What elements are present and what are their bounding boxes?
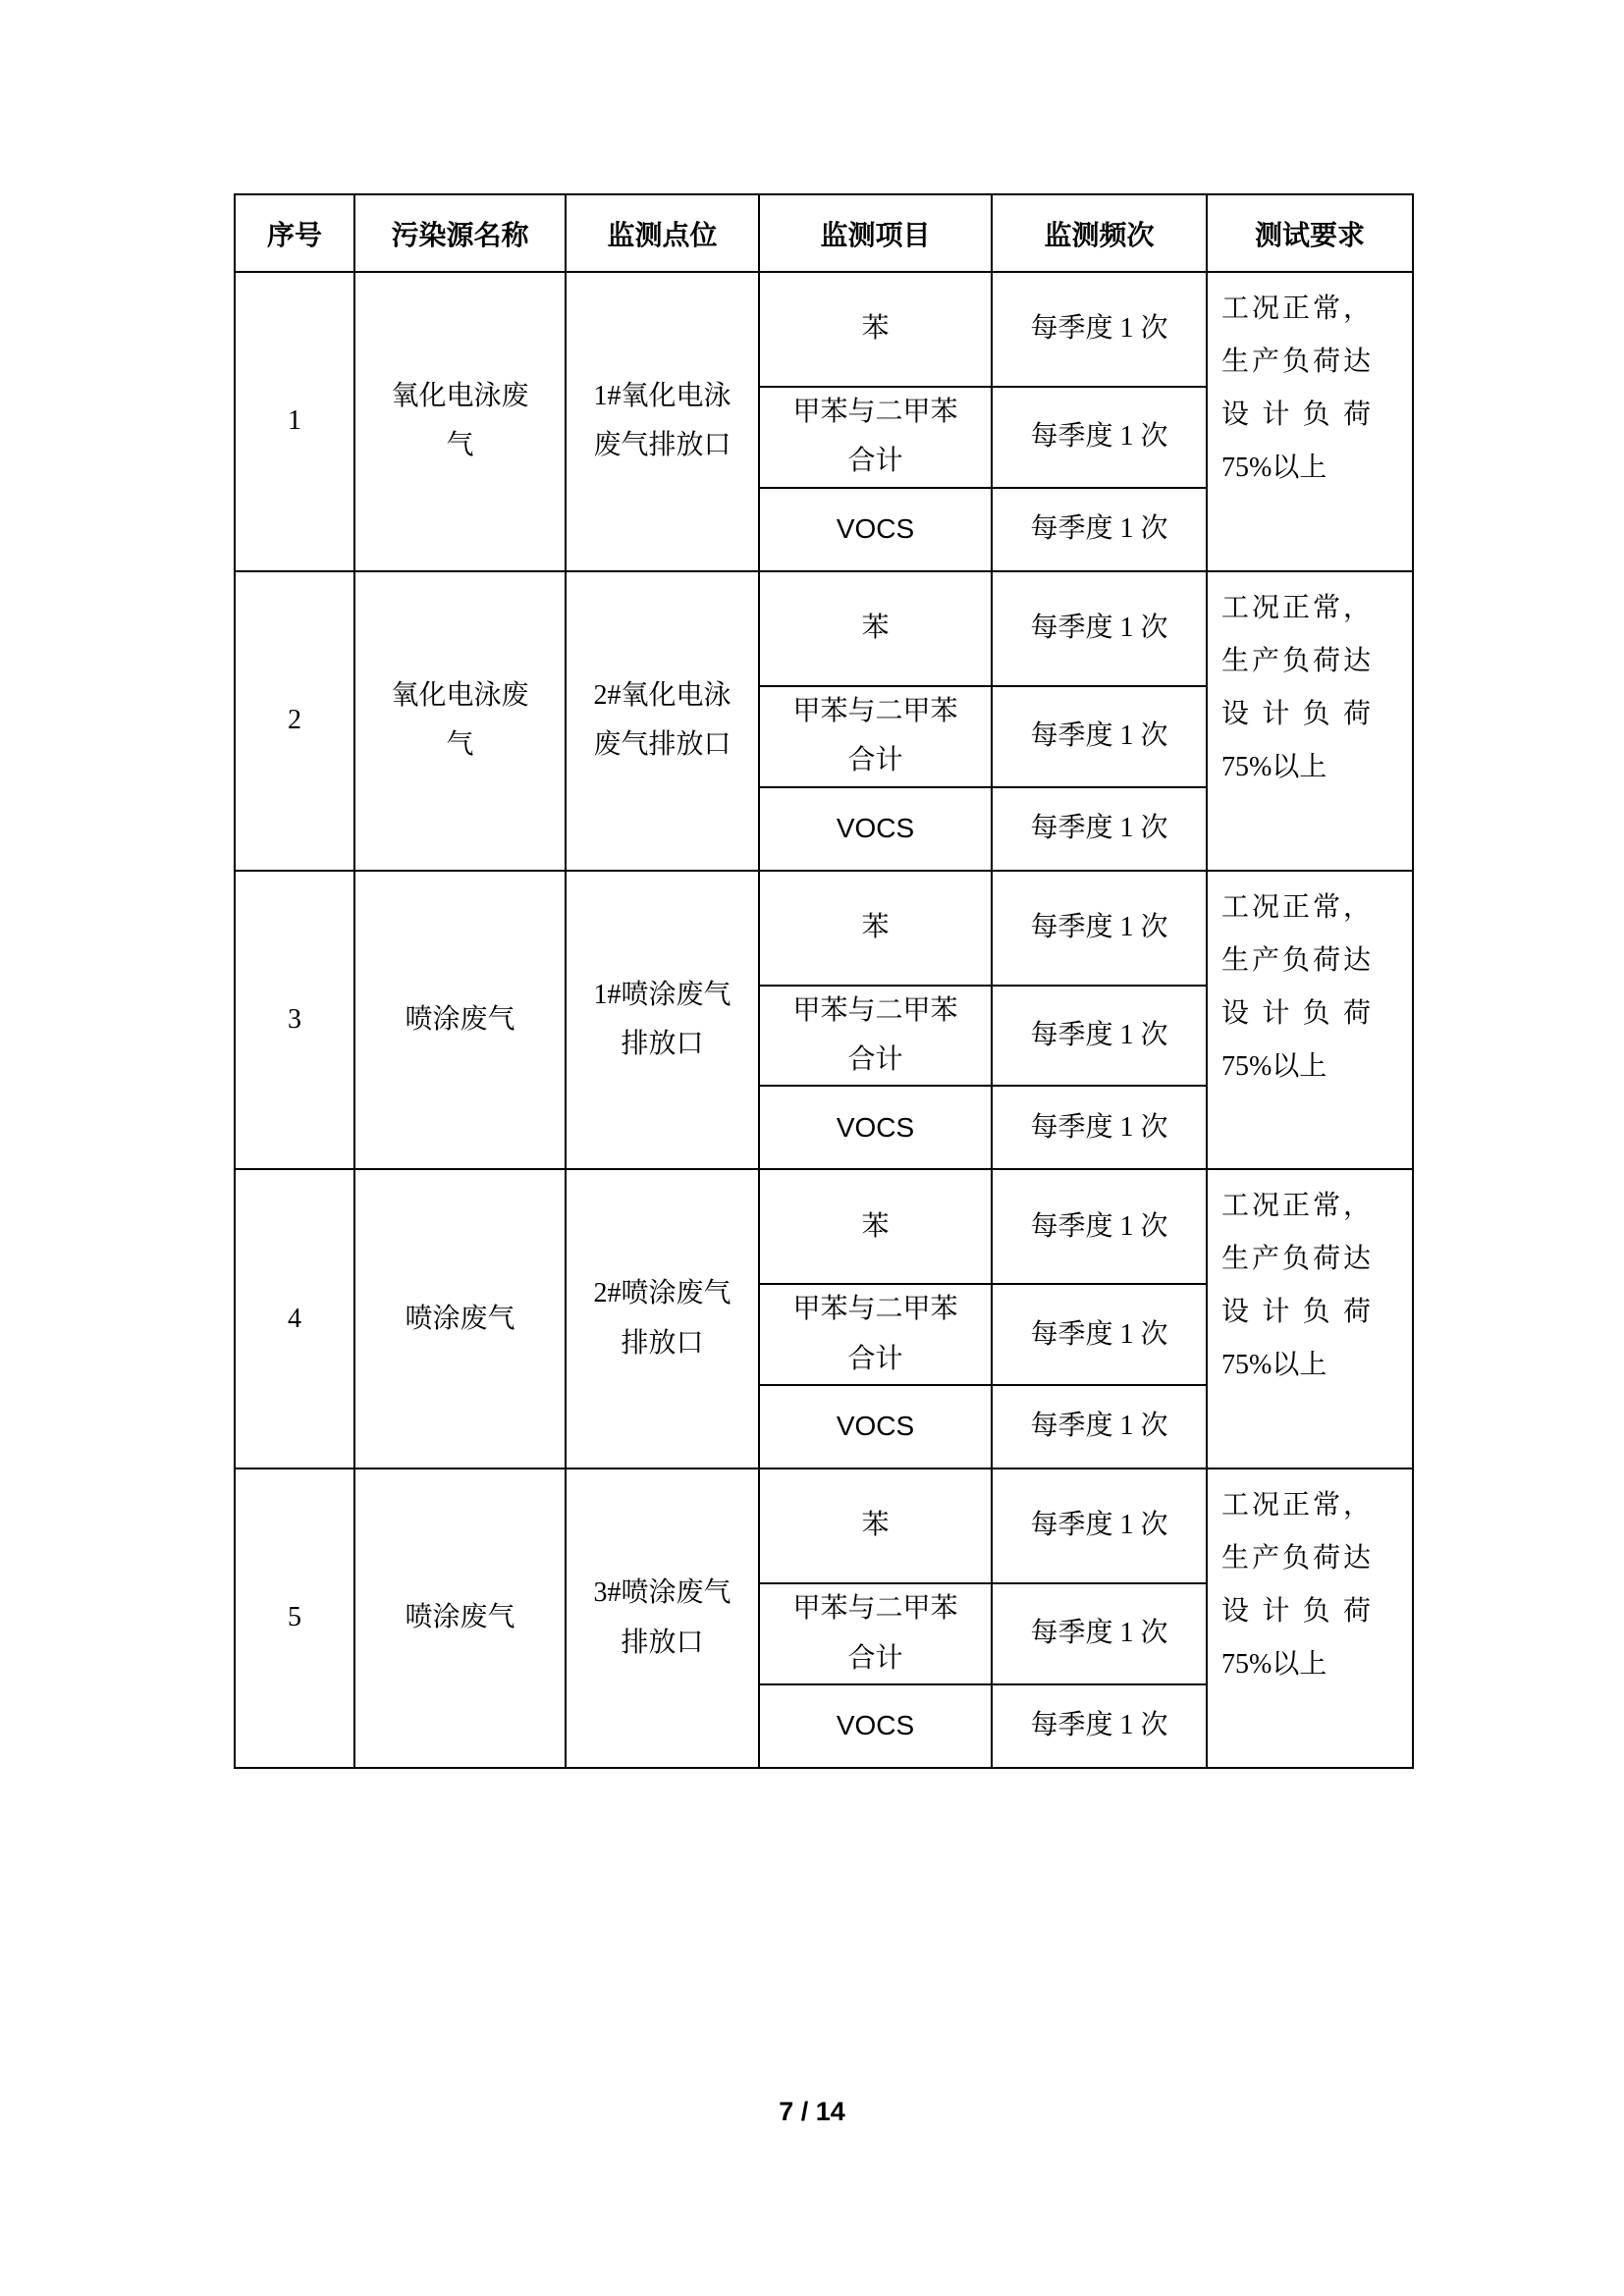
item-freq: 每季度 1 次 xyxy=(992,387,1207,488)
table-row xyxy=(235,1169,1413,1284)
item-name: 苯 xyxy=(759,1169,992,1284)
row-requirement xyxy=(1207,1169,1413,1468)
item-name: 苯 xyxy=(759,571,992,686)
row-seq: 3 xyxy=(235,871,354,1170)
monitoring-table xyxy=(234,193,1414,1769)
item-name: VOCS xyxy=(759,488,992,571)
requirement-text: 工况正常，生产负荷达设计负荷75%以上 xyxy=(1221,891,1371,1082)
row-seq: 2 xyxy=(235,571,354,871)
row-seq: 5 xyxy=(235,1468,354,1768)
requirement-text: 工况正常，生产负荷达设计负荷75%以上 xyxy=(1221,592,1371,782)
row-point: 1#氧化电泳废气排放口 xyxy=(566,272,759,571)
item-name: VOCS xyxy=(759,1684,992,1768)
table-row xyxy=(235,871,1413,986)
item-name: 苯 xyxy=(759,1468,992,1583)
page-number: 7 / 14 xyxy=(779,2097,845,2126)
item-name: 甲苯与二甲苯合计 xyxy=(759,986,992,1087)
item-freq: 每季度 1 次 xyxy=(992,488,1207,571)
item-freq: 每季度 1 次 xyxy=(992,1684,1207,1768)
item-name: 甲苯与二甲苯合计 xyxy=(759,387,992,488)
item-name: 甲苯与二甲苯合计 xyxy=(759,1583,992,1684)
row-point: 2#喷涂废气排放口 xyxy=(566,1169,759,1468)
row-point: 2#氧化电泳废气排放口 xyxy=(566,571,759,871)
row-source: 喷涂废气 xyxy=(354,1468,566,1768)
item-freq: 每季度 1 次 xyxy=(992,686,1207,787)
requirement-text: 工况正常，生产负荷达设计负荷75%以上 xyxy=(1221,1490,1371,1681)
header-source: 污染源名称 xyxy=(354,194,566,272)
table-row xyxy=(235,1468,1413,1583)
row-seq: 4 xyxy=(235,1169,354,1468)
item-freq: 每季度 1 次 xyxy=(992,871,1207,986)
row-requirement xyxy=(1207,1468,1413,1768)
row-source: 氧化电泳废气 xyxy=(354,272,566,571)
table-row xyxy=(235,571,1413,686)
requirement-text: 工况正常，生产负荷达设计负荷75%以上 xyxy=(1221,1191,1371,1381)
item-freq: 每季度 1 次 xyxy=(992,1086,1207,1169)
item-freq: 每季度 1 次 xyxy=(992,787,1207,871)
row-source: 喷涂废气 xyxy=(354,1169,566,1468)
row-point: 1#喷涂废气排放口 xyxy=(566,871,759,1170)
row-source: 氧化电泳废气 xyxy=(354,571,566,871)
row-requirement xyxy=(1207,571,1413,871)
item-freq: 每季度 1 次 xyxy=(992,571,1207,686)
header-requirement: 测试要求 xyxy=(1207,194,1413,272)
item-name: VOCS xyxy=(759,1385,992,1468)
requirement-text: 工况正常，生产负荷达设计负荷75%以上 xyxy=(1221,294,1371,483)
item-freq: 每季度 1 次 xyxy=(992,1385,1207,1468)
row-point: 3#喷涂废气排放口 xyxy=(566,1468,759,1768)
row-source: 喷涂废气 xyxy=(354,871,566,1170)
row-requirement xyxy=(1207,871,1413,1170)
item-name: 甲苯与二甲苯合计 xyxy=(759,1284,992,1385)
item-freq: 每季度 1 次 xyxy=(992,1583,1207,1684)
item-freq: 每季度 1 次 xyxy=(992,986,1207,1087)
item-freq: 每季度 1 次 xyxy=(992,272,1207,387)
item-name: 苯 xyxy=(759,871,992,986)
item-freq: 每季度 1 次 xyxy=(992,1284,1207,1385)
row-requirement xyxy=(1207,272,1413,571)
item-name: VOCS xyxy=(759,1086,992,1169)
table-row xyxy=(235,272,1413,387)
item-name: 苯 xyxy=(759,272,992,387)
table-header-row xyxy=(235,194,1413,272)
header-frequency: 监测频次 xyxy=(992,194,1207,272)
item-freq: 每季度 1 次 xyxy=(992,1468,1207,1583)
header-item: 监测项目 xyxy=(759,194,992,272)
row-seq: 1 xyxy=(235,272,354,571)
header-seq: 序号 xyxy=(235,194,354,272)
item-name: 甲苯与二甲苯合计 xyxy=(759,686,992,787)
item-name: VOCS xyxy=(759,787,992,871)
item-freq: 每季度 1 次 xyxy=(992,1169,1207,1284)
header-point: 监测点位 xyxy=(566,194,759,272)
